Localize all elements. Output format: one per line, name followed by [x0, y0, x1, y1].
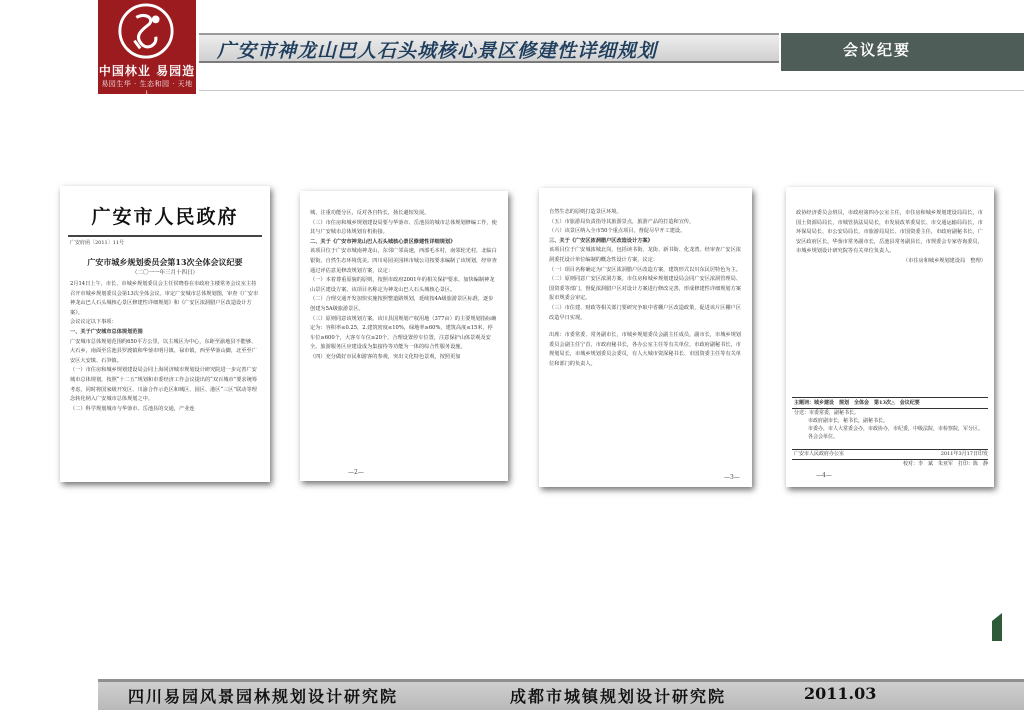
subject-line: 主题词：城乡建设 规划 全体会 第13次△ 会议纪要: [794, 400, 920, 406]
document-page-3: [539, 188, 752, 487]
paragraph: （三）市住房和城乡规划建设局要与华蓥市、岳池县的城市总体规划修编工作，使其与广安城市总体规划有机衔接。: [310, 219, 497, 236]
subject-rule-top: [792, 397, 988, 398]
header-rule: [68, 235, 262, 237]
cc-line: 各会会单位。: [808, 434, 839, 440]
paragraph: （六）该景区纳入全市50个重点项目，督促尽早开工建设。: [549, 228, 686, 235]
attendees: 出席：市委常委、常务副市长，市城乡规划委员会副主任成员，副市长，市城乡规划委员会副主任宁首，市政府秘书长，各办公室主任等有关单位，市政府副秘书长，市规划局长，市城乡规划委员会委员，有人大城市资深秘书长、市国资委主任等有关单位和部门的负责人。: [549, 332, 741, 367]
page-number: —4—: [816, 472, 832, 479]
paragraph: （五）市旅游局负责指导其旅游景点，旅游产品的打造和宣传。: [549, 218, 695, 225]
paragraph: 该项目位于广安市城南神龙山，东邻广邻高速，西部毛本村，南邻轮光村，北临白银街，自然生态环境优美。四川易园美园林市城公司按要求编制了该规划，经审查通过评估意见修改规划方案，议定：: [310, 248, 497, 274]
document-number: 广安府函〔2011〕11号: [70, 240, 125, 246]
issuing-office: 广安市人民政府办公室: [794, 451, 845, 457]
section-tag-label: 会议纪要: [843, 41, 912, 59]
section-heading: 三、关于《广安区浓洞腊户区改造设计方案》: [549, 237, 653, 244]
footer-institute-1: 四川易园风景园林规划设计研究院: [128, 687, 399, 706]
header-divider: [199, 90, 1024, 91]
paragraph: （一）项目名称确定为广安区浓洞腊户区改造方案，建筑形式以川东民居特色为主。: [549, 266, 741, 273]
paragraph: 自然生态的原则打造景区环境。: [549, 209, 622, 215]
paragraph: （二）科学规划城市与华蓥市、岳池县的交通，产业连: [70, 405, 195, 412]
footer-institute-2: 成都市城镇规划设计研究院: [510, 687, 727, 706]
paragraph: 会议议定以下事项：: [70, 319, 117, 326]
paragraph: 2月14日上午，市长、市城乡规划委员会主任侯晓春在市政府主楼常务会议室主持召开市城乡规划委员会第13次全体会议。审定广安城市总体规划图，审查《广安市神龙山巴人石头城核心景区修建性详细规划》和《广安区浓洞腊户区改造设计方案》。: [70, 281, 259, 316]
cc-line: 市委办，市人大常委会办，市政协办，市纪委，中级法院，市检察院，军分区。: [808, 426, 984, 432]
document-page-2: [300, 191, 508, 481]
logo-brand-text: 中国林业 易园造: [98, 64, 196, 78]
paragraph: 政协经济委员会班员，市政府第四办公室主任，市住房和城乡规划建设局局长，市国土资源局局长，市城管执法局局长，市发展改革委局长、市交通运输局局长，市环保局局长、市公安局局长，市旅游局局长、市国资委主任，市政府副秘书长，广安区政府区长，华蓥市常务副市长，岳池县常务副县长，市规委会专家咨询委员，市城乡规划设计研究院等有关单位负责人。: [796, 210, 983, 255]
brand-logo: [98, 0, 196, 98]
logo-tagline: 易园生华 · 生态和园 · 天地人: [101, 80, 193, 98]
paragraph: （一）市住房和城乡规划建设局会同上海同济城市规划设计研究院进一步完善广安城市总体规划，按照“十二五”规划和市委经济工作会议提出的“双百城市”要求统筹考虑，同时将国家级开发区、川渝合作示范区和城区、园区、港区“三区”联动等理念转化纳入广安城市总体规划之中。: [70, 367, 257, 403]
issue-date: 2011年3月17日印发: [940, 451, 988, 457]
paragraph: （四）充分做好市民和游客的参观，突出文化特色景观，按照更加: [310, 353, 461, 360]
cc-line: 市政府副市长，秘书长，副秘书长。: [808, 418, 889, 424]
header-title-bar: [199, 33, 779, 63]
paragraph: 城，注重功能分区，反对各自特长，扬长避短发展。: [310, 210, 430, 216]
paragraph: （三）市住建、财政等相关部门要研究争取中省棚户区改造政策，促进该片区棚户区改造早日实现。: [549, 304, 741, 321]
gov-header: 广安市人民政府: [91, 206, 239, 228]
paragraph: （二）合理交通开发加快实施按照整道路规划，延续按4A级旅游景区标准，逐步创建为5A级旅游景区。: [310, 296, 494, 312]
paragraph: （二）原则同意广安区浓洞方案。市住房和城乡规划建设局会同广安区浓洞管理局、国资委等部门，督促浓洞腊户区对设计方案进行修改完善，形成修建性详细规划方案报市规委会审定。: [549, 276, 741, 302]
proofreader-line: 校对：李 斌 朱亚军 打印：陈 静: [902, 461, 988, 467]
signature: （市住房和城乡规划建设局 整理）: [902, 257, 986, 264]
logo-emblem-icon: [117, 2, 175, 60]
page-number: —3—: [724, 474, 740, 481]
document-page-4: [786, 187, 994, 487]
document-title: 广安市城乡规划委员会第13次全体会议纪要: [87, 257, 243, 267]
document-date: （二〇一一年三月十四日）: [131, 270, 198, 276]
page-title: 广安市神龙山巴人石头城核心景区修建性详细规划: [217, 40, 658, 62]
footer-date: 2011.03: [804, 684, 877, 703]
next-page-arrow-icon[interactable]: [990, 613, 1004, 641]
paragraph: （一）本着尊重原貌的原则，按照市政府2001年的相关保护要求，加快编制神龙山景区建设方案。该项目名称定为神龙山巴人石头城核心景区。: [310, 277, 495, 293]
paragraph: 广安城市总体规划范围约650平方公里，以主城区为中心，东距至渝地县不能够、大石乡，南面至岳池县罗渡镇和华蓥市明月镇、禄市镇，西至华蓥山脚，北至至广安区大安镇、石笋镇。: [70, 338, 257, 364]
document-page-1: [60, 186, 270, 482]
cc-line: 分送：市委常委，副秘书长。: [794, 410, 860, 416]
paragraph: 该项目位于广安城浓城北岗，包括读书街、龙街、新书街、化龙湾。经审查广安区浓洞委托设计单位编制的概念性设计方案，议定：: [549, 247, 741, 263]
footer-bar: [98, 679, 1024, 710]
section-heading: 一、关于广安城市总体规划范围: [70, 328, 143, 335]
paragraph: （三）原则同意该规划方案。该川县国规划产权用地（377亩）的主要规划指标确定为：容积率≤0.25，2.建筑密度≤10%，绿地率≥60%，建筑高度≤15米，停车位≥600个，大客车车位≥20个，合理设置停车位置，注意保护山体景观及安全。旅游服务区应建设成为集接待等功能为一体的综合性服务设施。: [310, 315, 497, 351]
section-heading: 二、关于《广安市神龙山巴人石头城核心景区修建性详细规划》: [310, 238, 456, 245]
page-number: —2—: [348, 469, 364, 476]
section-tag: [781, 33, 1024, 71]
